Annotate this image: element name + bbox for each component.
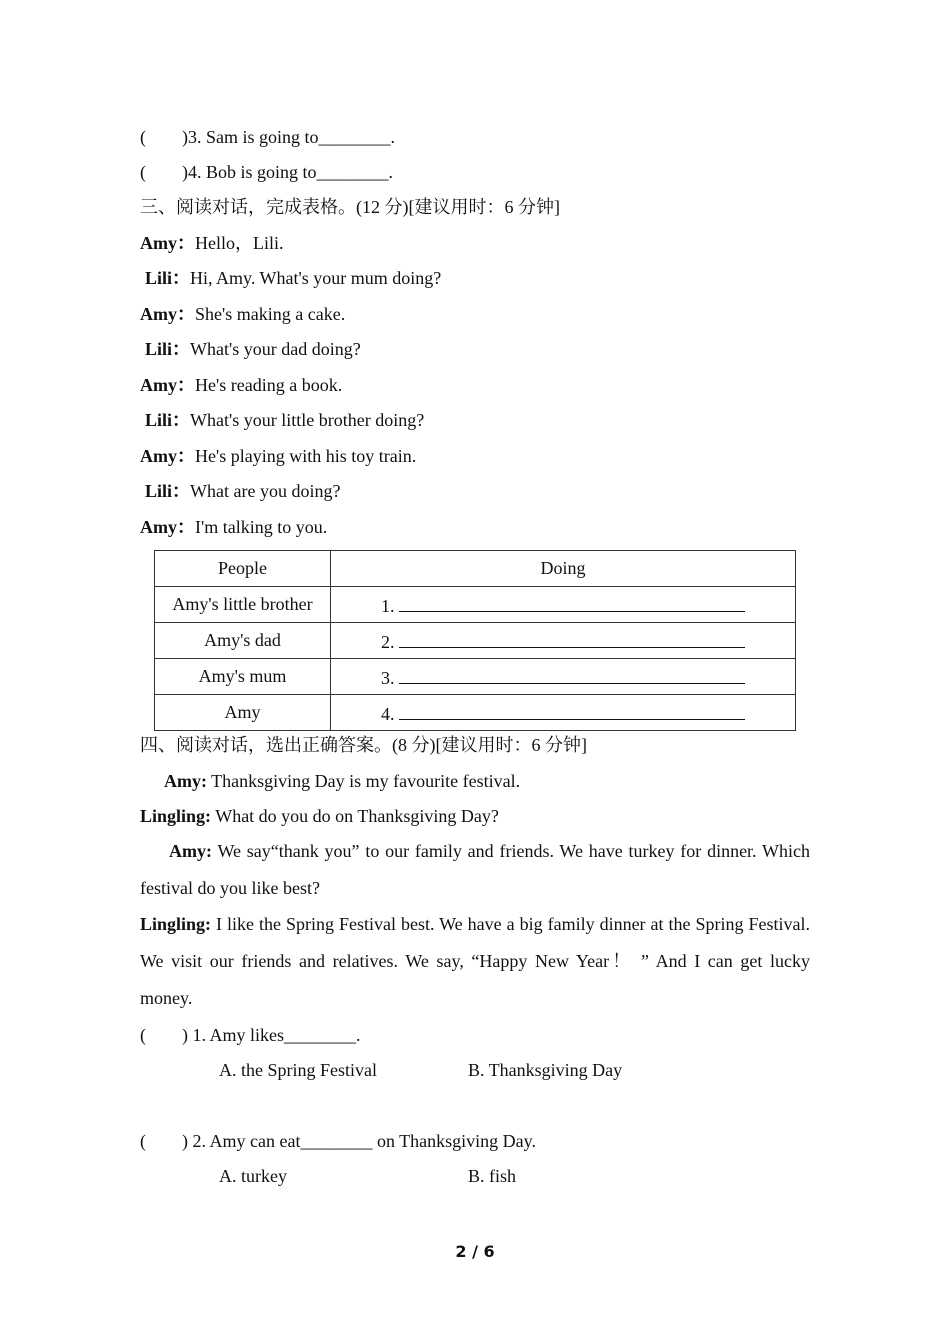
option-a[interactable]: A. turkey [219,1166,287,1186]
dialogue-line: Amy：She's making a cake. [140,304,346,324]
dialogue-line: Amy：He's reading a book. [140,375,343,395]
dialogue-line: Lili：Hi, Amy. What's your mum doing? [145,268,442,288]
passage-paragraph-4: Lingling: I like the Spring Festival best. We have a big family dinner at the Spring Festival. We visit our friends and relatives. We say, “Happy New Year！ ” And I can get lucky money. [140,914,810,1008]
dialogue-line: Lili：What are you doing? [145,481,341,501]
section3-heading: 三、阅读对话，完成表格。(12 分)[建议用时：6 分钟] [140,197,560,217]
dialogue-line: Amy：He's playing with his toy train. [140,446,417,466]
page-number: 2 / 6 [455,1242,495,1261]
person-cell: Amy's little brother [155,587,331,623]
dialogue-line: Lili：What's your little brother doing? [145,410,425,430]
table-row [155,587,796,623]
person-cell: Amy's dad [155,623,331,659]
doing-table [154,550,796,731]
table-row [155,659,796,695]
dialogue-line: Lili：What's your dad doing? [145,339,361,359]
question-4: ( )4. Bob is going to________. [140,162,394,182]
option-b[interactable]: B. fish [468,1166,517,1186]
person-cell: Amy [155,695,331,731]
passage-line-2: Lingling: What do you do on Thanksgiving Day? [140,806,499,826]
section4-heading: 四、阅读对话，选出正确答案。(8 分)[建议用时：6 分钟] [140,735,587,755]
person-cell: Amy's mum [155,659,331,695]
option-a[interactable]: A. the Spring Festival [219,1060,377,1080]
question-3: ( )3. Sam is going to________. [140,127,395,147]
answer-cell[interactable]: 1. [331,587,796,623]
answer-cell[interactable]: 3. [331,659,796,695]
table-row [155,623,796,659]
mc-question-2: ( ) 2. Amy can eat________ on Thanksgiving Day. [140,1131,536,1151]
passage-paragraph-3: Amy: We say“thank you” to our family and friends. We have turkey for dinner. Which festival do you like best? [140,841,810,898]
table-row [155,695,796,731]
mc-question-1: ( ) 1. Amy likes________. [140,1025,361,1045]
header-people: People [155,551,331,587]
header-doing: Doing [331,551,796,587]
answer-cell[interactable]: 2. [331,623,796,659]
answer-cell[interactable]: 4. [331,695,796,731]
dialogue-line: Amy：Hello，Lili. [140,233,284,253]
passage-line-1: Amy: Thanksgiving Day is my favourite festival. [164,771,521,791]
dialogue-line: Amy：I'm talking to you. [140,517,328,537]
table-header-row [155,551,796,587]
option-b[interactable]: B. Thanksgiving Day [468,1060,623,1080]
